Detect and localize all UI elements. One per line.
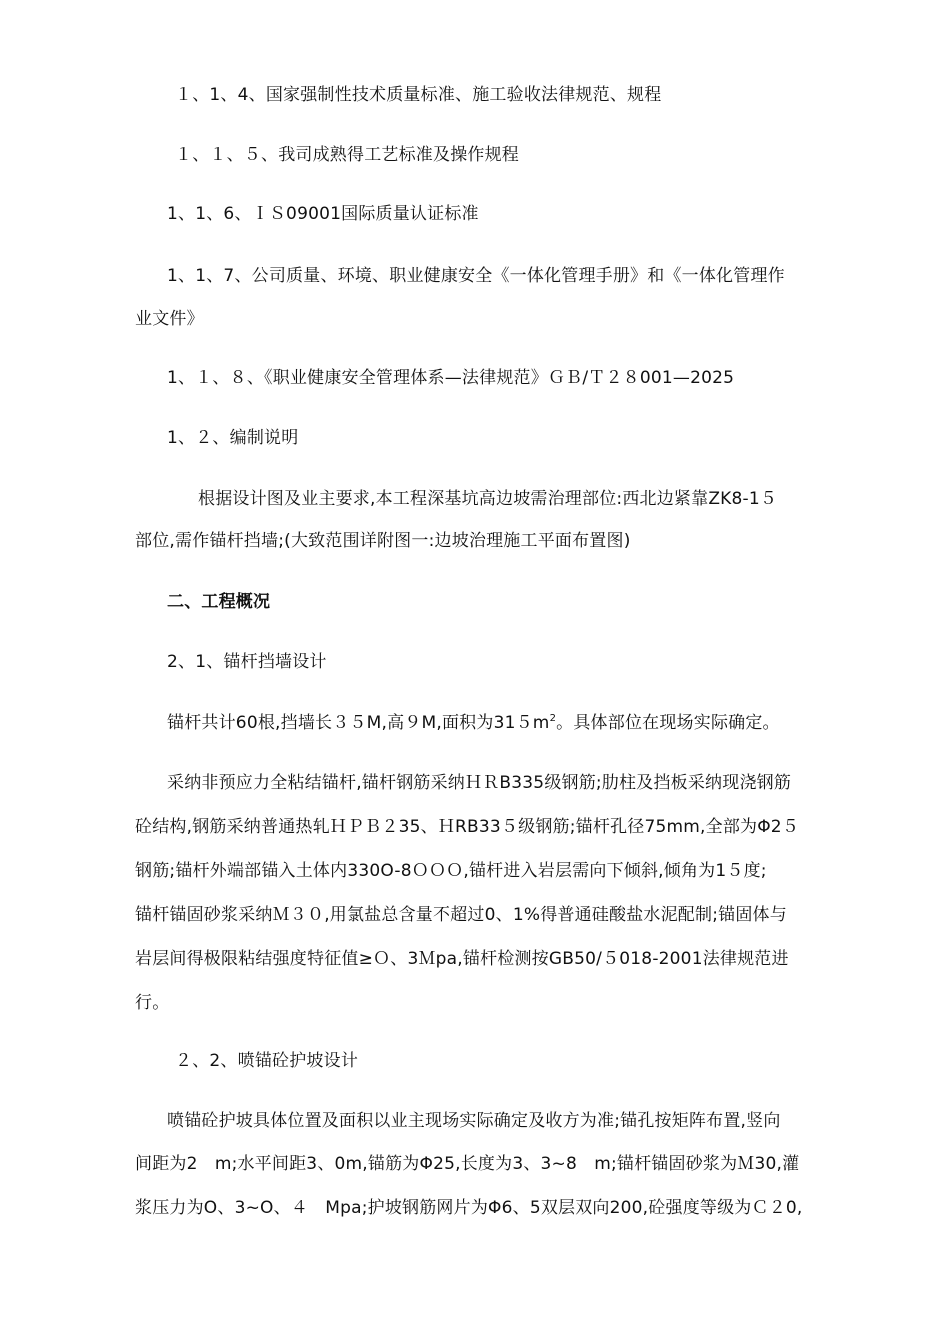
paragraph-2-1-detail-line-1: 采纳非预应力全粘结锚杆,锚杆钢筋采纳ＨＲB335级钢筋;肋柱及挡板采纳现浇钢筋: [167, 773, 792, 793]
summary-text-main: 锚杆共计60根,挡墙长３５M,高９M,面积为31５m: [167, 713, 550, 733]
heading-2-2: ２、2、喷锚砼护坡设计: [175, 1051, 359, 1071]
summary-text-tail: 。具体部位在现场实际确定。: [556, 713, 780, 733]
paragraph-2-1-detail-line-6: 行。: [135, 993, 170, 1013]
paragraph-2-1-summary: [167, 712, 780, 734]
paragraph-2-1-detail-line-2: 砼结构,钢筋采纳普通热轧ＨＰＢ２35、ＨRB33５级钢筋;锚杆孔径75mm,全部为Φ2５: [135, 817, 800, 837]
paragraph-2-1-detail-line-5: 岩层间得极限粘结强度特征值≥Ｏ、3Ｍpa,锚杆检测按GB50/５018-2001法律规范进: [135, 949, 789, 969]
heading-2-1: 2、1、锚杆挡墙设计: [167, 652, 327, 672]
paragraph-1-2-line-1: 根据设计图及业主要求,本工程深基坑高边坡需治理部位:西北边紧靠ZK8-1５: [198, 489, 778, 509]
paragraph-2-2-line-3: 浆压力为O、3~O、４ Mpa;护坡钢筋网片为Φ6、5双层双向200,砼强度等级为Ｃ２0,: [135, 1198, 803, 1218]
paragraph-2-2-line-2: 间距为2 m;水平间距3、0m,锚筋为Φ25,长度为3、3~8 m;锚杆锚固砂浆为Ｍ30,灌: [135, 1154, 800, 1174]
square-meter-superscript: 2: [549, 713, 557, 724]
clause-1-1-8: 1、１、８、《职业健康安全管理体系—法律规范》ＧＢ/Ｔ２８001—2025: [167, 368, 735, 388]
paragraph-2-1-detail-line-4: 锚杆锚固砂浆采纳Ｍ３０,用氯盐总含量不超过0、1%得普通硅酸盐水泥配制;锚固体与: [135, 905, 787, 925]
clause-1-1-7-line-1: 1、1、7、公司质量、环境、职业健康安全《一体化管理手册》和《一体化管理作: [167, 266, 785, 286]
clause-1-1-5: １、１、５、我司成熟得工艺标准及操作规程: [175, 145, 519, 165]
paragraph-2-1-detail-line-3: 钢筋;锚杆外端部锚入土体内330O-8ＯＯＯ,锚杆进入岩层需向下倾斜,倾角为1５度;: [135, 861, 767, 881]
paragraph-1-2-line-2: 部位,需作锚杆挡墙;(大致范围详附图一:边坡治理施工平面布置图): [135, 531, 631, 551]
clause-1-1-6: 1、1、6、ＩＳ09001国际质量认证标准: [167, 204, 479, 224]
heading-1-2: 1、２、编制说明: [167, 428, 299, 448]
clause-1-1-4: １、1、4、国家强制性技术质量标准、施工验收法律规范、规程: [175, 85, 662, 105]
section-heading-2: 二、工程概况: [167, 592, 271, 612]
clause-1-1-7-line-2: 业文件》: [135, 309, 204, 329]
paragraph-2-2-line-1: 喷锚砼护坡具体位置及面积以业主现场实际确定及收方为准;锚孔按矩阵布置,竖向: [167, 1111, 781, 1131]
